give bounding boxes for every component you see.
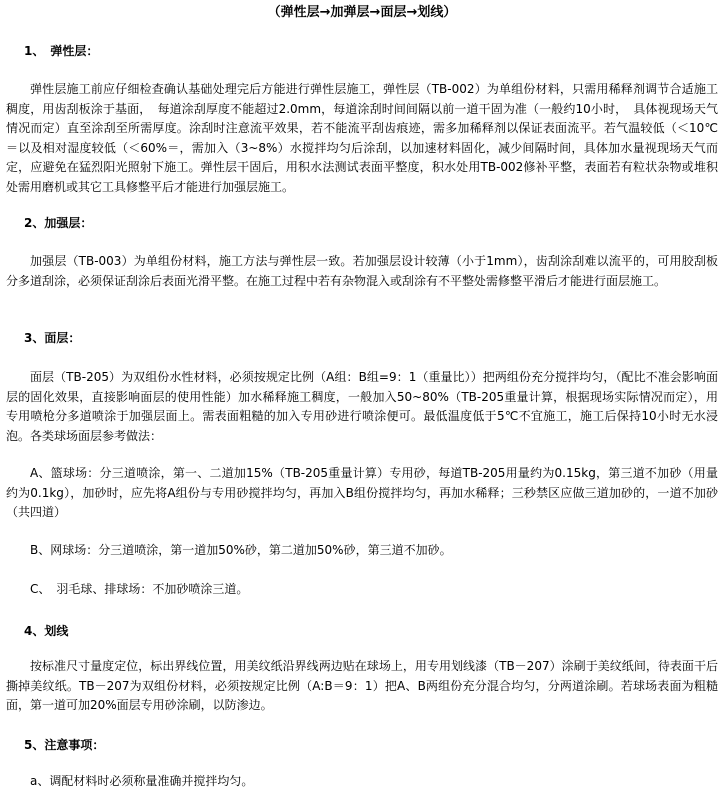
paragraph-precaution-a: a、调配材料时必须称量准确并搅拌均匀。 xyxy=(30,774,254,788)
section-heading-surface-layer: 3、面层： xyxy=(24,331,81,345)
section-heading-reinforcement-layer: 2、加强层： xyxy=(24,216,93,230)
section-heading-elastic-layer: 1、 弹性层： xyxy=(24,44,99,58)
section-heading-precautions: 5、注意事项： xyxy=(24,738,105,752)
paragraph-reinforcement-layer: 加强层（TB-003）为单组份材料，施工方法与弹性层一致。若加强层设计较薄（小于1mm），齿刮涂刮难以流平的，可用胶刮板分多道刮涂，必须保证刮涂后表面光滑平整。在施工过程中若有杂物混入或刮涂有不平整处需修整平滑后才能进行面层施工。 xyxy=(6,254,718,288)
paragraph-line-marking: 按标准尺寸量度定位，标出界线位置，用美纹纸沿界线两边贴在球场上，用专用划线漆（TB－207）涂刷于美纹纸间，待表面干后撕掉美纹纸。TB－207为双组份材料，必须按规定比例（A:B＝9：1）把A、B两组份充分混合均匀，分两道涂刷。若球场表面为粗糙面，第一道可加20%面层专用砂涂刷，以防渗边。 xyxy=(6,659,718,712)
paragraph-surface-layer: 面层（TB-205）为双组份水性材料，必须按规定比例（A组：B组=9：1（重量比））把两组份充分搅拌均匀，（配比不准会影响面层的固化效果，直接影响面层的使用性能）加水稀释施工稠度，一般加入50~80%（TB-205重量计算，根据现场实际情况而定），用专用喷枪分多道喷涂于加强层面上。需表面粗糙的加入专用砂进行喷涂便可。最低温度低于5℃不宜施工，施工后保持10小时无水浸泡。各类球场面层参考做法： xyxy=(6,370,718,443)
paragraph-badminton-volleyball-court: C、 羽毛球、排球场：不加砂喷涂三道。 xyxy=(30,582,249,596)
paragraph-basketball-court: A、篮球场：分三道喷涂，第一、二道加15%（TB-205重量计算）专用砂，每道TB-205用量约为0.15kg，第三道不加砂（用量约为0.1kg），加砂时，应先将A组份与专用砂搅拌均匀，再加入B组份搅拌均匀，再加水稀释；三秒禁区应做三道加砂的，一道不加砂（共四道） xyxy=(6,466,718,519)
section-heading-line-marking: 4、划线 xyxy=(24,624,69,638)
paragraph-tennis-court: B、网球场：分三道喷涂，第一道加50%砂，第二道加50%砂，第三道不加砂。 xyxy=(30,543,452,557)
document-title: （弹性层→加弹层→面层→划线） xyxy=(267,5,457,20)
paragraph-elastic-layer: 弹性层施工前应仔细检查确认基础处理完后方能进行弹性层施工，弹性层（TB-002）为单组份材料，只需用稀释剂调节合适施工稠度，用齿刮板涂于基面， 每道涂刮厚度不能超过2.0mm，每道涂刮时间间隔以前一道干固为准（一般约10小时， 具体视现场天气情况而定）直至涂刮至所需厚度。涂刮时注意流平效果，若不能流平刮齿痕迹，需多加稀释剂以保证表面流平。若气温较低（＜10℃＝以及相对湿度较低（＜60%＝，需加入（3~8%）水搅拌均匀后涂刮，以加速材料固化，减少间隔时间，具体加水量视现场天气而定，应避免在猛烈阳光照射下施工。弹性层干固后，用积水法测试表面平整度，积水处用TB-002修补平整，表面若有粒状杂物或堆积处需用磨机或其它工具修整平后才能进行加强层施工。 xyxy=(6,82,718,194)
